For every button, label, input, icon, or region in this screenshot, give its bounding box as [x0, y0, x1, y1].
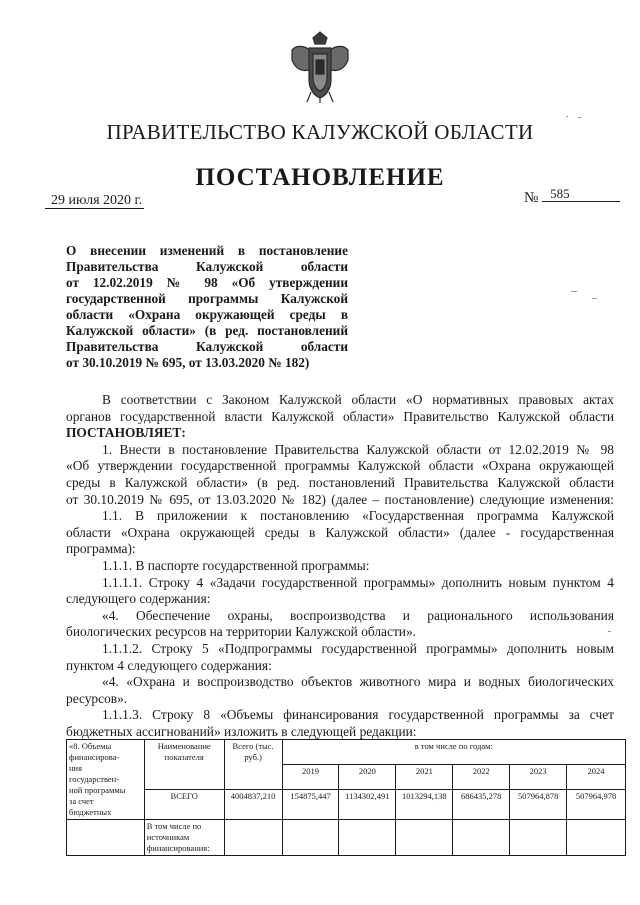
year-value-cell: 154875,447	[282, 790, 339, 820]
empty-cell	[510, 820, 567, 856]
row-label-line: бюджетных	[69, 807, 112, 817]
coat-of-arms-emblem	[287, 30, 353, 104]
quote-line: «4. «Охрана и воспроизводство объектов животного мира и водных биологических	[102, 674, 614, 690]
paragraph-line: следующего содержания:	[66, 591, 211, 607]
paragraph-line: «Об утверждении государственной программы Калужской области «Охрана окружающей	[66, 458, 614, 474]
table-header-row	[67, 740, 626, 765]
government-name: ПРАВИТЕЛЬСТВО КАЛУЖСКОЙ ОБЛАСТИ	[106, 120, 534, 144]
year-header: 2024	[567, 765, 626, 790]
year-value-cell: 507964,878	[510, 790, 567, 820]
paragraph-line: 1.1.1.1. Строку 4 «Задачи государственной программы» дополнить новым пунктом 4	[102, 574, 614, 590]
year-header: 2020	[339, 765, 396, 790]
column-header-total: Всего (тыс. руб.)	[224, 740, 282, 790]
paragraph-line: пунктом 4 следующего содержания:	[66, 657, 272, 673]
document-number-block	[524, 186, 620, 207]
quote-line: биологических ресурсов на территории Калужской области».	[66, 624, 417, 640]
quote-line: «4. Обеспечение охраны, воспроизводства и рационального использования	[102, 607, 614, 623]
subject-line: области «Охрана окружающей среды в	[66, 307, 348, 322]
row-label-line: «8. Объемы	[69, 741, 112, 751]
year-header: 2022	[453, 765, 510, 790]
paragraph-line: 1.1.1.3. Строку 8 «Объемы финансирования государственной программы за счет	[102, 707, 614, 723]
year-header: 2019	[282, 765, 339, 790]
document-date: 29 июля 2020 г.	[45, 193, 144, 209]
scan-speck	[592, 298, 597, 299]
paragraph-line: области «Охрана окружающей среды в Калужской области» (далее - государственная	[66, 524, 614, 540]
scan-speck	[571, 291, 577, 292]
year-header: 2023	[510, 765, 567, 790]
document-type-title: ПОСТАНОВЛЕНИЕ	[195, 164, 445, 191]
year-value-cell: 686435,278	[453, 790, 510, 820]
document-body	[66, 392, 614, 740]
table-row	[67, 820, 626, 856]
subject-line: от 30.10.2019 № 695, от 13.03.2020 № 182)	[66, 355, 310, 370]
scan-speck	[608, 631, 611, 632]
subject-line: Правительства Калужской области	[66, 339, 348, 354]
subject-line: от 12.02.2019 № 98 «Об утверждении	[66, 275, 348, 290]
empty-cell	[282, 820, 339, 856]
paragraph-line: 1.1.1. В паспорте государственной программы:	[102, 557, 370, 573]
paragraph-line: от 30.10.2019 № 695, от 13.03.2020 № 182) (далее – постановление) следующие изменения:	[66, 491, 614, 507]
scan-speck	[566, 116, 568, 117]
year-header: 2021	[396, 765, 453, 790]
table-row	[67, 790, 626, 820]
empty-cell	[339, 820, 396, 856]
row-label-line: ной программы	[69, 785, 126, 795]
total-value-cell: 4004837,210	[224, 790, 282, 820]
paragraph-line: бюджетных ассигнований» изложить в следующей редакции:	[66, 723, 417, 739]
year-value-cell: 1134302,491	[339, 790, 396, 820]
row-label-line: ния	[69, 763, 83, 773]
empty-cell	[567, 820, 626, 856]
empty-cell	[396, 820, 453, 856]
paragraph-line: 1. Внести в постановление Правительства Калужской области от 12.02.2019 № 98	[102, 441, 614, 457]
subject-line: государственной программы Калужской	[66, 291, 348, 306]
row-label-line: государствен-	[69, 774, 120, 784]
paragraph-line: 1.1.1.2. Строку 5 «Подпрограммы государственной программы» дополнить новым	[102, 640, 614, 656]
sources-row-label: В том числе по источникам финансирования:	[144, 820, 224, 856]
empty-cell	[453, 820, 510, 856]
resolves-heading: ПОСТАНОВЛЯЕТ:	[66, 425, 186, 441]
preamble-line: В соответствии с Законом Калужской области «О нормативных правовых актах	[102, 392, 614, 407]
preamble-line: органов государственной власти Калужской области» Правительство Калужской области	[66, 408, 614, 424]
empty-cell	[224, 820, 282, 856]
quote-line: ресурсов».	[66, 690, 128, 706]
row-label-line: финансирова-	[69, 752, 120, 762]
paragraph-line: программа):	[66, 541, 136, 557]
subject-line: О внесении изменений в постановление	[66, 243, 348, 258]
year-value-cell: 507964,978	[567, 790, 626, 820]
subject-line: Калужской области» (в ред. постановлений	[66, 323, 348, 338]
row-label-continuation	[67, 820, 145, 856]
column-header-name: Наименование показателя	[144, 740, 224, 790]
subject-line: Правительства Калужской области	[66, 259, 348, 274]
column-header-years: в том числе по годам:	[282, 740, 625, 765]
paragraph-line: среды в Калужской области» (в ред. постановлений Правительства Калужской области	[66, 474, 614, 490]
document-subject	[66, 243, 348, 371]
financing-table	[66, 739, 626, 856]
row-label-line: за счет	[69, 796, 94, 806]
paragraph-line: 1.1. В приложении к постановлению «Государственная программа Калужской	[102, 508, 614, 524]
year-value-cell: 1013294,138	[396, 790, 453, 820]
number-sign: №	[524, 190, 539, 206]
document-number: 585	[542, 187, 620, 202]
scan-speck	[578, 117, 581, 118]
row-label-cell	[67, 740, 145, 820]
total-row-label: ВСЕГО	[144, 790, 224, 820]
